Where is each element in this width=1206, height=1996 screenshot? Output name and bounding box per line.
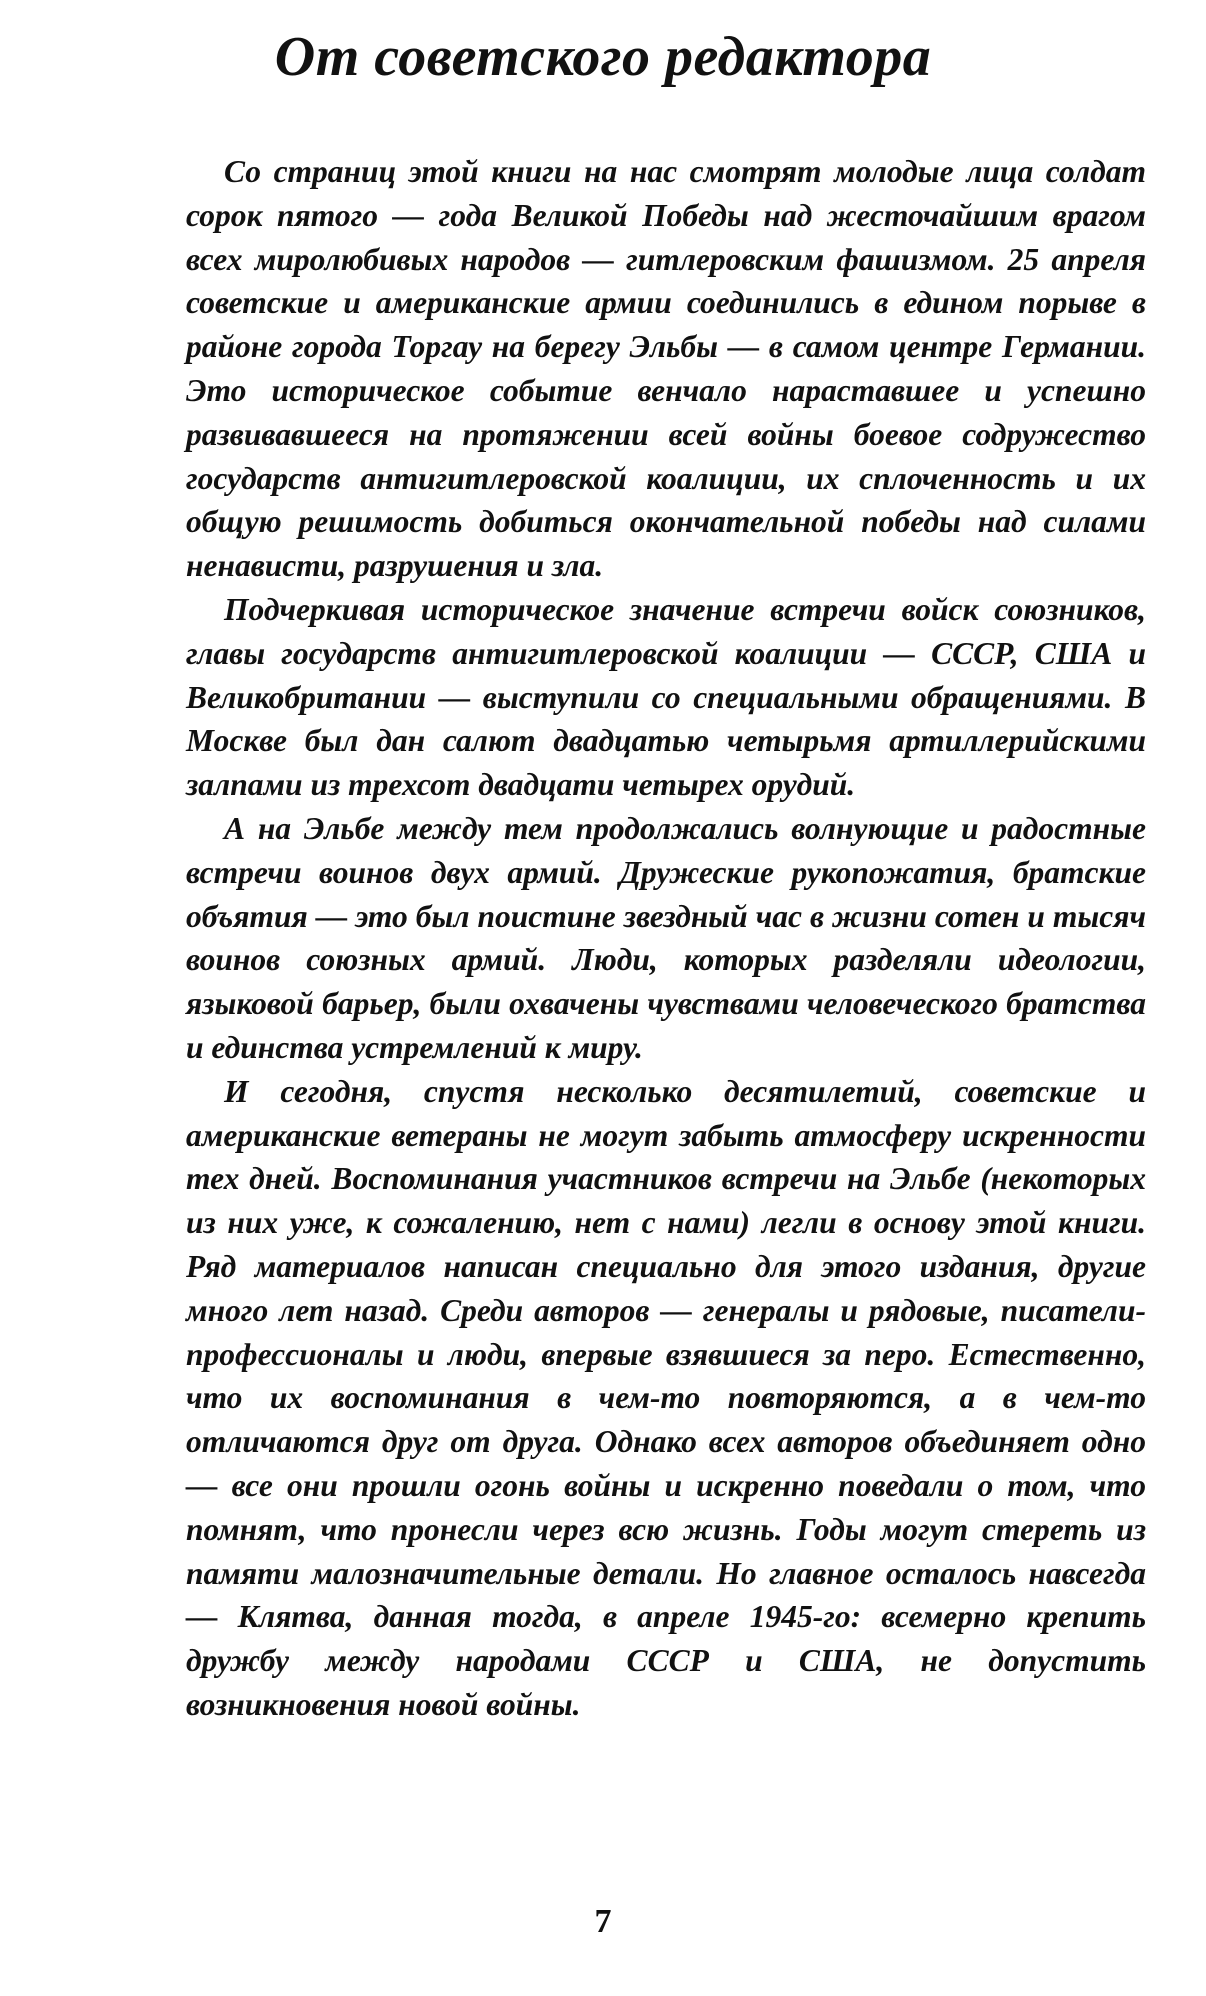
page-title: От советского редактора xyxy=(274,26,932,88)
body-text xyxy=(186,150,1146,1727)
page-number: 7 xyxy=(594,1903,612,1940)
paragraph-3: А на Эльбе между тем продолжались волнующие и радостные встречи воинов двух армий. Дружеские рукопожатия, братские объятия — это был поистине звездный час в жизни сотен и тысяч воинов союзных армий. Люди, которых разделяли идеологии, языковой барьер, были охвачены чувствами человеческого братства и единства устремлений к миру. xyxy=(186,810,1146,1065)
paragraph-2: Подчеркивая историческое значение встречи войск союзников, главы государств антигитлеровской коалиции — СССР, США и Великобритании — выступили со специальными обращениями. В Москве был дан салют двадцатью четырьмя артиллерийскими залпами из трехсот двадцати четырех орудий. xyxy=(186,591,1146,803)
paragraph-1: Со страниц этой книги на нас смотрят молодые лица солдат сорок пятого — года Великой Победы над жесточайшим врагом всех миролюбивых народов — гитлеровским фашизмом. 25 апреля советские и американские армии соединились в едином порыве в районе города Торгау на берегу Эльбы — в самом центре Германии. Это историческое событие венчало нараставшее и успешно развивавшееся на протяжении всей войны боевое содружество государств антигитлеровской коалиции, их сплоченность и их общую решимость добиться окончательной победы над силами ненависти, разрушения и зла. xyxy=(186,154,1146,584)
paragraph-4: И сегодня, спустя несколько десятилетий, советские и американские ветераны не могут забыть атмосферу искренности тех дней. Воспоминания участников встречи на Эльбе (некоторых из них уже, к сожалению, нет с нами) легли в основу этой книги. Ряд материалов написан специально для этого издания, другие много лет назад. Среди авторов — генералы и рядовые, писатели-профессионалы и люди, впервые взявшиеся за перо. Естественно, что их воспоминания в чем-то повторяются, а в чем-то отличаются друг от друга. Однако всех авторов объединяет одно — все они прошли огонь войны и искренно поведали о том, что помнят, что пронесли через всю жизнь. Годы могут стереть из памяти малозначительные детали. Но главное осталось навсегда — Клятва, данная тогда, в апреле 1945-го: всемерно крепить дружбу между народами СССР и США, не допустить возникновения новой войны. xyxy=(186,1073,1146,1722)
